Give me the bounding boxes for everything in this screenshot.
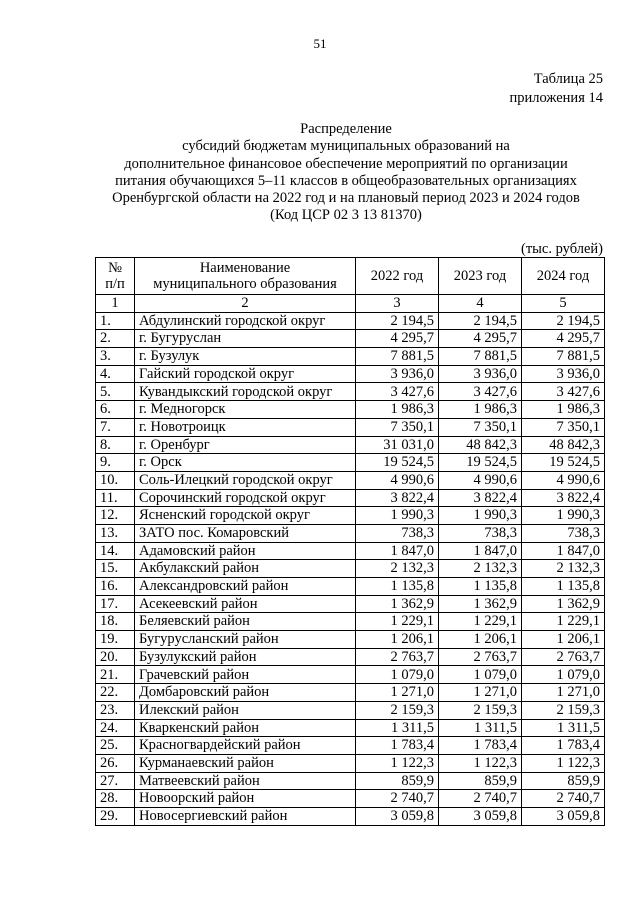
value-2022: 1 206,1 — [356, 631, 439, 649]
municipality-name: г. Оренбург — [135, 436, 356, 454]
table-row — [96, 790, 605, 808]
column-index-row — [96, 295, 605, 313]
page-number: 51 — [313, 36, 327, 51]
table-row — [96, 807, 605, 825]
value-2022: 2 194,5 — [356, 312, 439, 330]
value-2023: 1 847,0 — [439, 542, 522, 560]
municipality-name: г. Орск — [135, 454, 356, 472]
row-number: 2. — [96, 330, 135, 348]
header-2022: 2022 год — [356, 258, 439, 295]
table-ref-line1: Таблица 25 — [533, 71, 603, 87]
value-2023: 7 350,1 — [439, 418, 522, 436]
row-number: 28. — [96, 790, 135, 808]
municipality-name: Ясненский городской округ — [135, 507, 356, 525]
column-index-cell: 5 — [522, 295, 605, 313]
row-number: 22. — [96, 684, 135, 702]
value-2023: 2 159,3 — [439, 701, 522, 719]
value-2023: 2 132,3 — [439, 560, 522, 578]
value-2022: 3 936,0 — [356, 365, 439, 383]
table-row — [96, 330, 605, 348]
municipality-name: Матвеевский район — [135, 772, 356, 790]
title-line: дополнительное финансовое обеспечение мероприятий по организации — [124, 155, 568, 172]
table-row — [96, 772, 605, 790]
value-2024: 1 783,4 — [522, 737, 605, 755]
header-name-line2: муниципального образования — [153, 276, 337, 292]
value-2022: 1 122,3 — [356, 754, 439, 772]
value-2023: 1 271,0 — [439, 684, 522, 702]
value-2023: 1 311,5 — [439, 719, 522, 737]
row-number: 3. — [96, 348, 135, 366]
value-2024: 7 350,1 — [522, 418, 605, 436]
table-row — [96, 489, 605, 507]
municipality-name: Беляевский район — [135, 613, 356, 631]
row-number: 25. — [96, 737, 135, 755]
value-2023: 738,3 — [439, 524, 522, 542]
value-2022: 1 229,1 — [356, 613, 439, 631]
table-row — [96, 666, 605, 684]
value-2022: 31 031,0 — [356, 436, 439, 454]
row-number: 26. — [96, 754, 135, 772]
table-row — [96, 401, 605, 419]
municipality-name: г. Медногорск — [135, 401, 356, 419]
value-2024: 1 311,5 — [522, 719, 605, 737]
value-2023: 48 842,3 — [439, 436, 522, 454]
value-2024: 1 847,0 — [522, 542, 605, 560]
municipality-name: Асекеевский район — [135, 595, 356, 613]
value-2022: 4 990,6 — [356, 471, 439, 489]
value-2022: 3 822,4 — [356, 489, 439, 507]
value-2024: 738,3 — [522, 524, 605, 542]
value-2024: 2 159,3 — [522, 701, 605, 719]
municipality-name: Кваркенский район — [135, 719, 356, 737]
table-row — [96, 719, 605, 737]
subsidy-table — [95, 257, 605, 826]
municipality-name: Илекский район — [135, 701, 356, 719]
row-number: 7. — [96, 418, 135, 436]
municipality-name: Адамовский район — [135, 542, 356, 560]
value-2023: 2 763,7 — [439, 648, 522, 666]
value-2022: 738,3 — [356, 524, 439, 542]
value-2023: 1 986,3 — [439, 401, 522, 419]
value-2023: 2 740,7 — [439, 790, 522, 808]
row-number: 8. — [96, 436, 135, 454]
column-index-cell: 1 — [96, 295, 135, 313]
header-2024: 2024 год — [522, 258, 605, 295]
municipality-name: Акбулакский район — [135, 560, 356, 578]
value-2023: 859,9 — [439, 772, 522, 790]
value-2022: 1 990,3 — [356, 507, 439, 525]
row-number: 27. — [96, 772, 135, 790]
table-row — [96, 418, 605, 436]
value-2022: 2 159,3 — [356, 701, 439, 719]
value-2024: 1 986,3 — [522, 401, 605, 419]
row-number: 18. — [96, 613, 135, 631]
value-2024: 2 132,3 — [522, 560, 605, 578]
value-2023: 1 362,9 — [439, 595, 522, 613]
table-row — [96, 631, 605, 649]
value-2023: 3 059,8 — [439, 807, 522, 825]
value-2022: 1 783,4 — [356, 737, 439, 755]
row-number: 10. — [96, 471, 135, 489]
value-2023: 2 194,5 — [439, 312, 522, 330]
table-reference — [510, 70, 603, 108]
value-2024: 1 362,9 — [522, 595, 605, 613]
value-2022: 19 524,5 — [356, 454, 439, 472]
table-row — [96, 542, 605, 560]
value-2024: 4 990,6 — [522, 471, 605, 489]
value-2022: 1 135,8 — [356, 578, 439, 596]
header-name — [135, 258, 356, 295]
value-2024: 1 206,1 — [522, 631, 605, 649]
municipality-name: Курманаевский район — [135, 754, 356, 772]
value-2024: 2 763,7 — [522, 648, 605, 666]
title-line: субсидий бюджетам муниципальных образований на — [182, 138, 510, 155]
value-2024: 1 990,3 — [522, 507, 605, 525]
table-row — [96, 436, 605, 454]
value-2024: 1 135,8 — [522, 578, 605, 596]
value-2022: 1 311,5 — [356, 719, 439, 737]
title-line: Распределение — [300, 121, 392, 137]
value-2022: 7 350,1 — [356, 418, 439, 436]
row-number: 20. — [96, 648, 135, 666]
row-number: 23. — [96, 701, 135, 719]
header-num — [96, 258, 135, 295]
municipality-name: ЗАТО пос. Комаровский — [135, 524, 356, 542]
row-number: 1. — [96, 312, 135, 330]
table-row — [96, 578, 605, 596]
header-num-line2: п/п — [105, 276, 125, 292]
municipality-name: Домбаровский район — [135, 684, 356, 702]
table-row — [96, 471, 605, 489]
table-row — [96, 648, 605, 666]
table-row — [96, 312, 605, 330]
header-num-line1: № — [108, 259, 122, 276]
title-line: Оренбургской области на 2022 год и на плановый период 2023 и 2024 годов — [112, 190, 580, 207]
value-2022: 1 847,0 — [356, 542, 439, 560]
units-label: (тыс. рублей) — [521, 241, 603, 257]
value-2023: 3 822,4 — [439, 489, 522, 507]
table-row — [96, 365, 605, 383]
municipality-name: г. Бугуруслан — [135, 330, 356, 348]
row-number: 21. — [96, 666, 135, 684]
value-2023: 7 881,5 — [439, 348, 522, 366]
value-2022: 4 295,7 — [356, 330, 439, 348]
municipality-name: Гайский городской округ — [135, 365, 356, 383]
value-2024: 1 079,0 — [522, 666, 605, 684]
value-2023: 1 783,4 — [439, 737, 522, 755]
value-2024: 3 059,8 — [522, 807, 605, 825]
value-2022: 2 132,3 — [356, 560, 439, 578]
table-row — [96, 701, 605, 719]
value-2024: 4 295,7 — [522, 330, 605, 348]
value-2022: 3 427,6 — [356, 383, 439, 401]
table-row — [96, 613, 605, 631]
value-2024: 1 122,3 — [522, 754, 605, 772]
value-2024: 1 229,1 — [522, 613, 605, 631]
value-2022: 1 362,9 — [356, 595, 439, 613]
row-number: 14. — [96, 542, 135, 560]
table-row — [96, 348, 605, 366]
value-2024: 859,9 — [522, 772, 605, 790]
column-index-cell: 2 — [135, 295, 356, 313]
municipality-name: Новоорский район — [135, 790, 356, 808]
municipality-name: Соль-Илецкий городской округ — [135, 471, 356, 489]
table-row — [96, 560, 605, 578]
document-title — [60, 121, 632, 225]
table-row — [96, 507, 605, 525]
header-2023: 2023 год — [439, 258, 522, 295]
value-2024: 7 881,5 — [522, 348, 605, 366]
value-2024: 2 194,5 — [522, 312, 605, 330]
municipality-name: Александровский район — [135, 578, 356, 596]
value-2024: 2 740,7 — [522, 790, 605, 808]
row-number: 9. — [96, 454, 135, 472]
value-2023: 1 079,0 — [439, 666, 522, 684]
table-body — [96, 295, 605, 826]
column-index-cell: 4 — [439, 295, 522, 313]
table-row — [96, 454, 605, 472]
table-ref-line2: приложения 14 — [509, 90, 603, 106]
table-row — [96, 737, 605, 755]
value-2023: 3 427,6 — [439, 383, 522, 401]
row-number: 4. — [96, 365, 135, 383]
table-row — [96, 754, 605, 772]
value-2022: 1 271,0 — [356, 684, 439, 702]
value-2023: 1 122,3 — [439, 754, 522, 772]
row-number: 16. — [96, 578, 135, 596]
value-2024: 1 271,0 — [522, 684, 605, 702]
municipality-name: Красногвардейский район — [135, 737, 356, 755]
value-2022: 3 059,8 — [356, 807, 439, 825]
row-number: 29. — [96, 807, 135, 825]
value-2022: 7 881,5 — [356, 348, 439, 366]
column-index-cell: 3 — [356, 295, 439, 313]
row-number: 13. — [96, 524, 135, 542]
table-row — [96, 595, 605, 613]
value-2022: 859,9 — [356, 772, 439, 790]
municipality-name: Сорочинский городской округ — [135, 489, 356, 507]
title-line: питания обучающихся 5–11 классов в общеобразовательных организациях — [115, 172, 577, 189]
municipality-name: Абдулинский городской округ — [135, 312, 356, 330]
value-2023: 1 990,3 — [439, 507, 522, 525]
value-2022: 2 740,7 — [356, 790, 439, 808]
value-2023: 4 990,6 — [439, 471, 522, 489]
value-2022: 1 986,3 — [356, 401, 439, 419]
municipality-name: Кувандыкский городской округ — [135, 383, 356, 401]
row-number: 12. — [96, 507, 135, 525]
row-number: 6. — [96, 401, 135, 419]
value-2023: 4 295,7 — [439, 330, 522, 348]
value-2024: 48 842,3 — [522, 436, 605, 454]
table-row — [96, 524, 605, 542]
value-2024: 19 524,5 — [522, 454, 605, 472]
municipality-name: г. Новотроицк — [135, 418, 356, 436]
municipality-name: г. Бузулук — [135, 348, 356, 366]
municipality-name: Бузулукский район — [135, 648, 356, 666]
header-name-line1: Наименование — [199, 259, 291, 276]
value-2023: 1 206,1 — [439, 631, 522, 649]
row-number: 24. — [96, 719, 135, 737]
row-number: 11. — [96, 489, 135, 507]
municipality-name: Бугурусланский район — [135, 631, 356, 649]
row-number: 5. — [96, 383, 135, 401]
value-2023: 19 524,5 — [439, 454, 522, 472]
title-line: (Код ЦСР 02 3 13 81370) — [270, 207, 422, 224]
municipality-name: Грачевский район — [135, 666, 356, 684]
value-2022: 1 079,0 — [356, 666, 439, 684]
table-row — [96, 684, 605, 702]
value-2024: 3 427,6 — [522, 383, 605, 401]
table-header-row — [96, 258, 605, 295]
value-2024: 3 822,4 — [522, 489, 605, 507]
value-2022: 2 763,7 — [356, 648, 439, 666]
row-number: 15. — [96, 560, 135, 578]
municipality-name: Новосергиевский район — [135, 807, 356, 825]
row-number: 19. — [96, 631, 135, 649]
table-row — [96, 383, 605, 401]
row-number: 17. — [96, 595, 135, 613]
value-2024: 3 936,0 — [522, 365, 605, 383]
value-2023: 1 229,1 — [439, 613, 522, 631]
value-2023: 3 936,0 — [439, 365, 522, 383]
value-2023: 1 135,8 — [439, 578, 522, 596]
